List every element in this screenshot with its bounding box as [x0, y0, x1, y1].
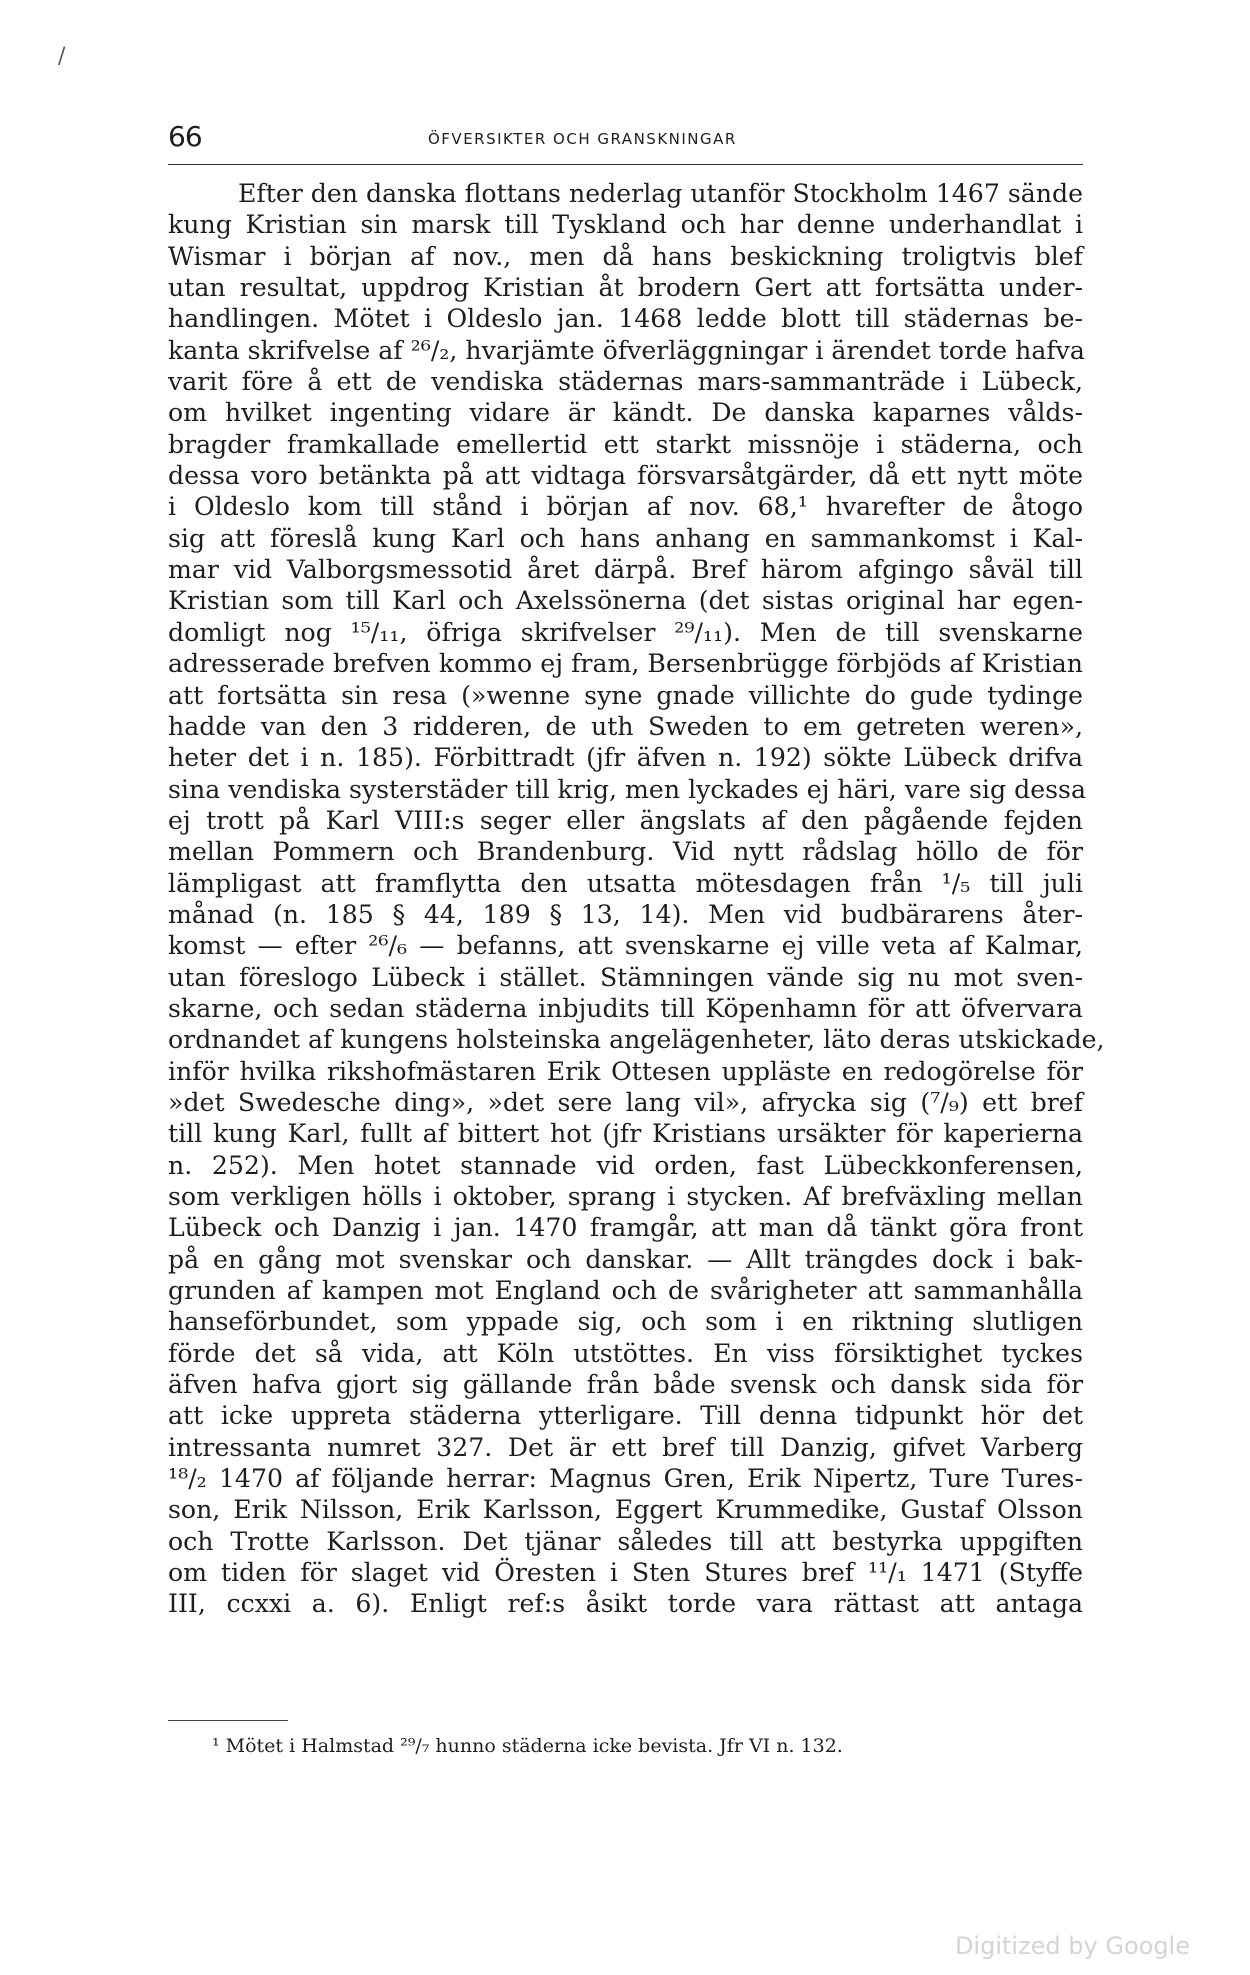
- text-line: lämpligast att framflytta den utsatta mötesdagen från ¹/₅ till juli: [168, 868, 1083, 898]
- page-number: 66: [168, 120, 202, 153]
- text-line: komst — efter ²⁶/₆ — befanns, att svenskarne ej ville veta af Kalmar,: [168, 931, 1083, 961]
- text-line: adresserade brefven kommo ej fram, Bersenbrügge förbjöds af Kristian: [168, 649, 1083, 679]
- text-line: dessa voro betänkta på att vidtaga försvarsåtgärder, då ett nytt möte: [168, 461, 1083, 491]
- text-line: Wismar i början af nov., men då hans beskickning troligtvis blef: [168, 241, 1083, 271]
- text-line: ¹⁸/₂ 1470 af följande herrar: Magnus Gren, Erik Nipertz, Ture Tures-: [168, 1464, 1083, 1494]
- text-line: om hvilket ingenting vidare är kändt. De danska kaparnes vålds-: [168, 398, 1083, 428]
- text-line: Efter den danska flottans nederlag utanför Stockholm 1467 sände: [238, 179, 1084, 208]
- text-line: ej trott på Karl VIII:s seger eller ängslats af den pågående fejden: [168, 805, 1083, 835]
- text-line: intressanta numret 327. Det är ett bref till Danzig, gifvet Varberg: [168, 1432, 1083, 1462]
- text-line: Lübeck och Danzig i jan. 1470 framgår, att man då tänkt göra front: [168, 1213, 1083, 1243]
- text-line: III, ccxxi a. 6). Enligt ref:s åsikt torde vara rättast att antaga: [168, 1589, 1083, 1619]
- text-line: grunden af kampen mot England och de svårigheter att sammanhålla: [168, 1276, 1083, 1306]
- stray-pencil-mark: /: [58, 44, 66, 69]
- text-line: i Oldeslo kom till stånd i början af nov. 68,¹ hvarefter de åtogo: [168, 492, 1083, 522]
- text-line: att fortsätta sin resa (»wenne syne gnade villichte do gude tydinge: [168, 680, 1083, 710]
- body-text: [168, 178, 1105, 1620]
- text-line: och Trotte Karlsson. Det tjänar således till att bestyrka uppgiften: [168, 1526, 1083, 1556]
- text-line: mar vid Valborgsmessotid året därpå. Bref härom afgingo såväl till: [168, 555, 1083, 585]
- text-line: kanta skrifvelse af ²⁶/₂, hvarjämte öfverläggningar i ärendet torde hafva: [168, 335, 1085, 365]
- text-line: n. 252). Men hotet stannade vid orden, fast Lübeckkonferensen,: [168, 1150, 1083, 1180]
- header-rule: [168, 164, 1083, 165]
- text-line: heter det i n. 185). Förbittradt (jfr äfven n. 192) sökte Lübeck drifva: [168, 743, 1083, 773]
- text-line: till kung Karl, fullt af bittert hot (jfr Kristians ursäkter för kaperierna: [168, 1119, 1083, 1149]
- text-line: hadde van den 3 ridderen, de uth Sweden to em getreten weren»,: [168, 711, 1083, 741]
- text-line: mellan Pommern och Brandenburg. Vid nytt rådslag höllo de för: [168, 837, 1083, 867]
- text-line: hanseförbundet, som yppade sig, och som i en riktning slutligen: [168, 1307, 1083, 1337]
- text-line: utan föreslogo Lübeck i stället. Stämningen vände sig nu mot sven-: [168, 962, 1083, 992]
- text-line: inför hvilka rikshofmästaren Erik Ottesen uppläste en redogörelse för: [168, 1056, 1083, 1086]
- watermark: Digitized by Google: [954, 1932, 1190, 1960]
- text-line: sig att föreslå kung Karl och hans anhang en sammankomst i Kal-: [168, 523, 1083, 553]
- text-line: bragder framkallade emellertid ett starkt missnöje i städerna, och: [168, 429, 1083, 459]
- text-line: »det Swedesche ding», »det sere lang vil», afrycka sig (⁷/₉) ett bref: [168, 1087, 1083, 1117]
- footnote-rule: [168, 1720, 288, 1721]
- text-line: Kristian som till Karl och Axelssönerna (det sistas original har egen-: [168, 586, 1083, 616]
- running-title: ÖFVERSIKTER OCH GRANSKNINGAR: [428, 130, 737, 148]
- text-line: varit före å ett de vendiska städernas mars-sammanträde i Lübeck,: [168, 367, 1083, 397]
- text-line: son, Erik Nilsson, Erik Karlsson, Eggert Krummedike, Gustaf Olsson: [168, 1495, 1083, 1525]
- text-line: domligt nog ¹⁵/₁₁, öfriga skrifvelser ²⁹/₁₁). Men de till svenskarne: [168, 617, 1083, 647]
- text-line: månad (n. 185 § 44, 189 § 13, 14). Men vid budbärarens åter-: [168, 899, 1083, 929]
- text-line: ordnandet af kungens holsteinska angelägenheter, läto deras utskickade,: [168, 1025, 1105, 1055]
- text-line: äfven hafva gjort sig gällande från både svensk och dansk sida för: [168, 1370, 1083, 1400]
- text-line: kung Kristian sin marsk till Tyskland och har denne underhandlat i: [168, 210, 1083, 240]
- text-line: utan resultat, uppdrog Kristian åt brodern Gert att fortsätta under-: [168, 273, 1083, 303]
- footnote: ¹ Mötet i Halmstad ²⁹/₇ hunno städerna icke bevista. Jfr VI n. 132.: [212, 1735, 843, 1757]
- text-line: som verkligen hölls i oktober, sprang i stycken. Af brefväxling mellan: [168, 1182, 1083, 1211]
- page-header: [168, 120, 1083, 160]
- text-line: förde det så vida, att Köln utstöttes. En viss försiktighet tyckes: [168, 1338, 1083, 1368]
- text-line: sina vendiska systerstäder till krig, men lyckades ej häri, vare sig dessa: [168, 774, 1086, 804]
- text-line: handlingen. Mötet i Oldeslo jan. 1468 ledde blott till städernas be-: [168, 304, 1083, 334]
- text-line: på en gång mot svenskar och danskar. — Allt trängdes dock i bak-: [168, 1244, 1083, 1274]
- text-line: skarne, och sedan städerna inbjudits till Köpenhamn för att öfvervara: [168, 993, 1083, 1023]
- text-line: om tiden för slaget vid Öresten i Sten Stures bref ¹¹/₁ 1471 (Styffe: [168, 1558, 1083, 1588]
- text-line: att icke uppreta städerna ytterligare. Till denna tidpunkt hör det: [168, 1401, 1083, 1431]
